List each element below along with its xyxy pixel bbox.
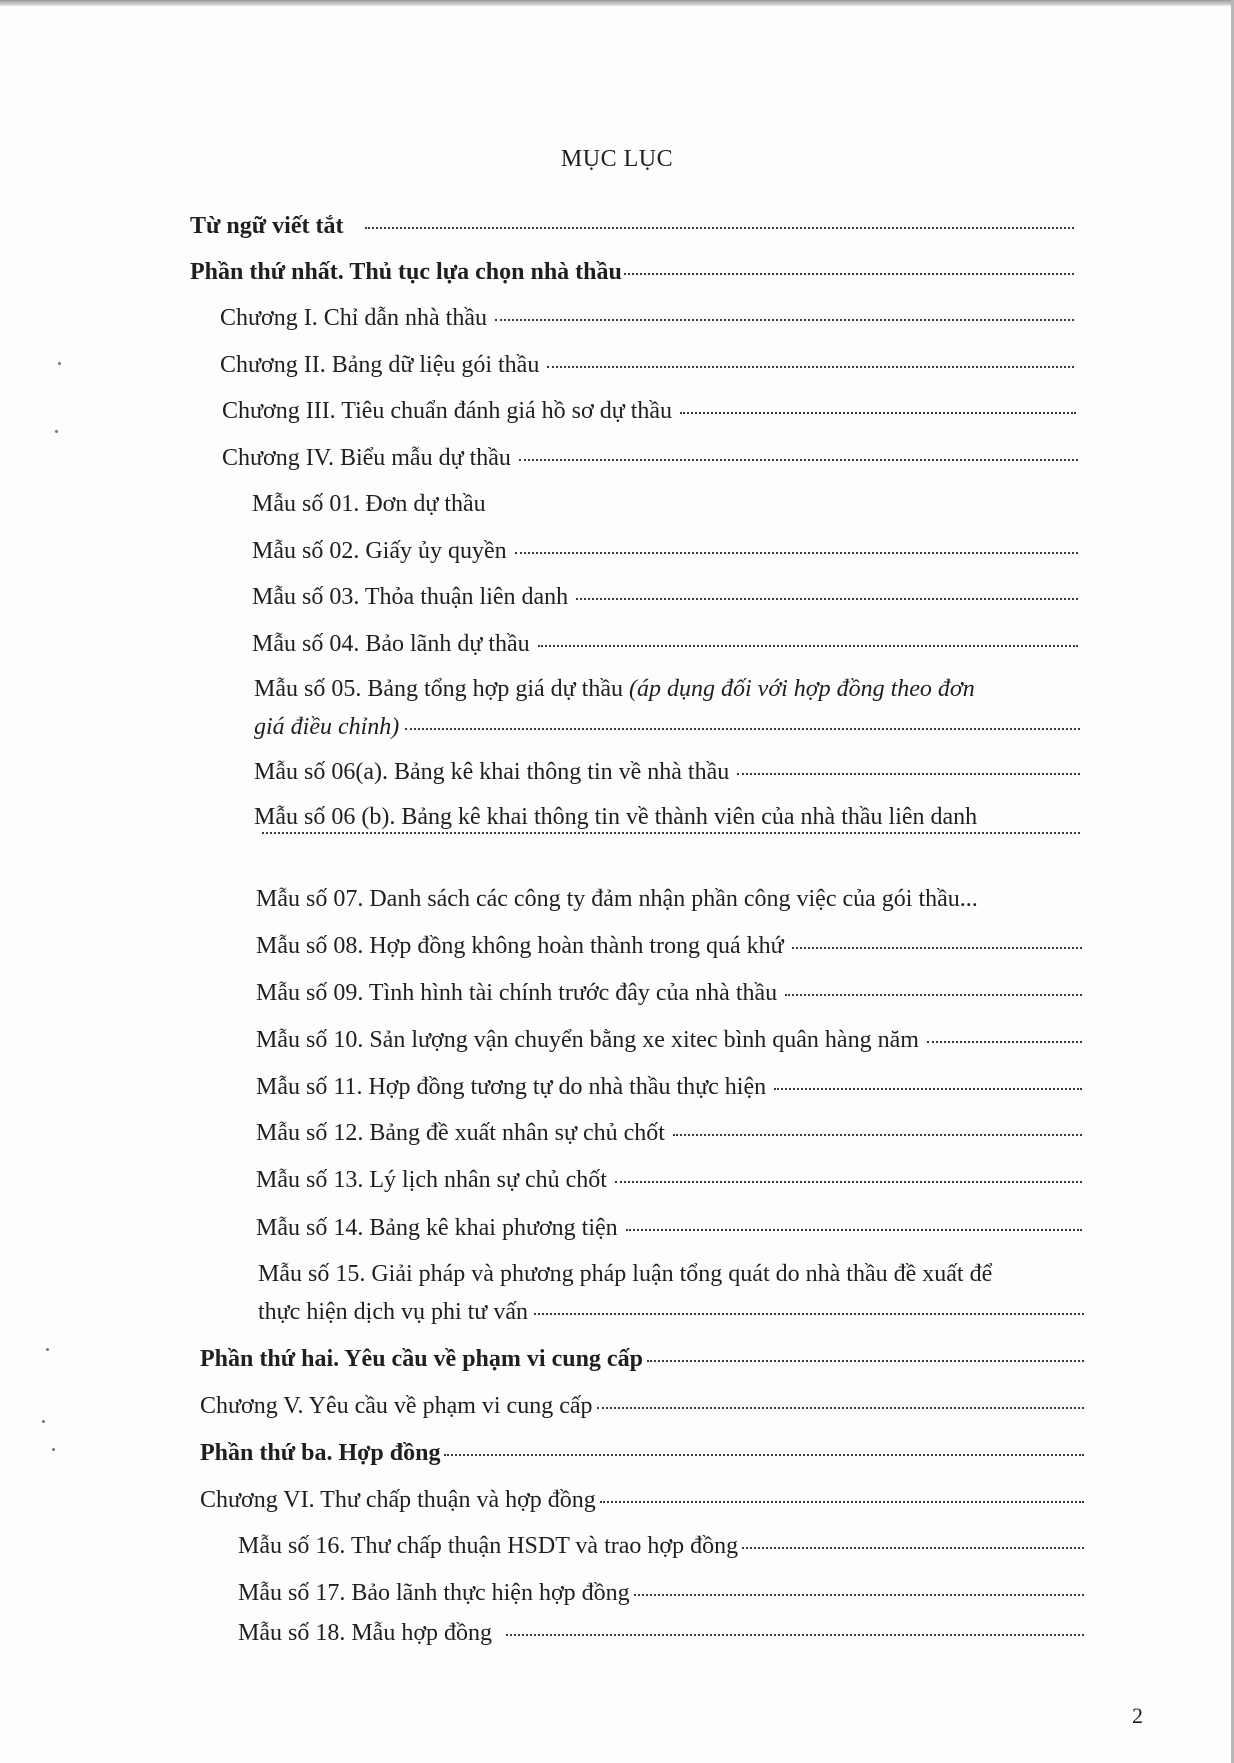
toc-entry-form-17[interactable]: Mẫu số 17. Bảo lãnh thực hiện hợp đồng [238,1577,1084,1609]
scan-speck [52,1448,55,1451]
toc-entry-form-06a[interactable]: Mẫu số 06(a). Bảng kê khai thông tin về nhà thầu [254,756,1080,788]
toc-entry-form-05[interactable]: Mẫu số 05. Bảng tổng hợp giá dự thầu (áp dụng đối với hợp đồng theo đơn giá điều chỉnh) [254,670,1080,746]
scan-speck [42,1420,45,1423]
toc-entry-form-09[interactable]: Mẫu số 09. Tình hình tài chính trước đây của nhà thầu [256,977,1082,1009]
toc-entry-form-15[interactable]: Mẫu số 15. Giải pháp và phương pháp luận tổng quát do nhà thầu đề xuất để thực hiện dịch vụ phi tư vấn [258,1255,1084,1331]
toc-entry-abbreviations[interactable]: Từ ngữ viết tắt [190,210,1074,242]
toc-entry-form-18[interactable]: Mẫu số 18. Mẫu hợp đồng [238,1617,1084,1649]
scan-edge-top [0,0,1234,6]
toc-entry-form-02[interactable]: Mẫu số 02. Giấy ủy quyền [252,535,1078,567]
toc-entry-part-1[interactable]: Phần thứ nhất. Thủ tục lựa chọn nhà thầu [190,256,1074,288]
toc-entry-form-13[interactable]: Mẫu số 13. Lý lịch nhân sự chủ chốt [256,1164,1082,1196]
toc-entry-form-04[interactable]: Mẫu số 04. Bảo lãnh dự thầu [252,628,1078,660]
scan-speck [55,430,58,433]
toc-entry-form-11[interactable]: Mẫu số 11. Hợp đồng tương tự do nhà thầu thực hiện [256,1071,1082,1103]
toc-entry-chapter-5[interactable]: Chương V. Yêu cầu về phạm vi cung cấp [200,1390,1084,1422]
toc-entry-chapter-4[interactable]: Chương IV. Biểu mẫu dự thầu [222,442,1078,474]
toc-entry-part-3[interactable]: Phần thứ ba. Hợp đồng [200,1437,1084,1469]
toc-entry-form-01[interactable]: Mẫu số 01. Đơn dự thầu [252,491,486,517]
toc-entry-form-16[interactable]: Mẫu số 16. Thư chấp thuận HSDT và trao hợp đồng [238,1530,1084,1562]
scan-speck [58,362,61,365]
toc-entry-chapter-3[interactable]: Chương III. Tiêu chuẩn đánh giá hồ sơ dự thầu [222,395,1076,427]
toc-entry-form-03[interactable]: Mẫu số 03. Thỏa thuận liên danh [252,581,1078,613]
toc-entry-chapter-2[interactable]: Chương II. Bảng dữ liệu gói thầu [220,349,1074,381]
toc-entry-part-2[interactable]: Phần thứ hai. Yêu cầu về phạm vi cung cấp [200,1343,1084,1375]
toc-entry-form-06b[interactable]: Mẫu số 06 (b). Bảng kê khai thông tin về thành viên của nhà thầu liên danh [254,798,1080,838]
page-title: MỤC LỤC [560,146,674,172]
toc-entry-form-14[interactable]: Mẫu số 14. Bảng kê khai phương tiện [256,1212,1082,1244]
toc-entry-form-07[interactable]: Mẫu số 07. Danh sách các công ty đảm nhận phần công việc của gói thầu... [256,886,978,912]
toc-entry-chapter-6[interactable]: Chương VI. Thư chấp thuận và hợp đồng [200,1484,1084,1516]
toc-entry-form-08[interactable]: Mẫu số 08. Hợp đồng không hoàn thành trong quá khứ [256,930,1082,962]
toc-entry-form-12[interactable]: Mẫu số 12. Bảng đề xuất nhân sự chủ chốt [256,1117,1082,1149]
scan-speck [46,1348,49,1351]
page-number: 2 [1132,1703,1143,1728]
toc-entry-form-10[interactable]: Mẫu số 10. Sản lượng vận chuyển bằng xe xitec bình quân hàng năm [256,1024,1082,1056]
toc-entry-chapter-1[interactable]: Chương I. Chỉ dẫn nhà thầu [220,302,1074,334]
